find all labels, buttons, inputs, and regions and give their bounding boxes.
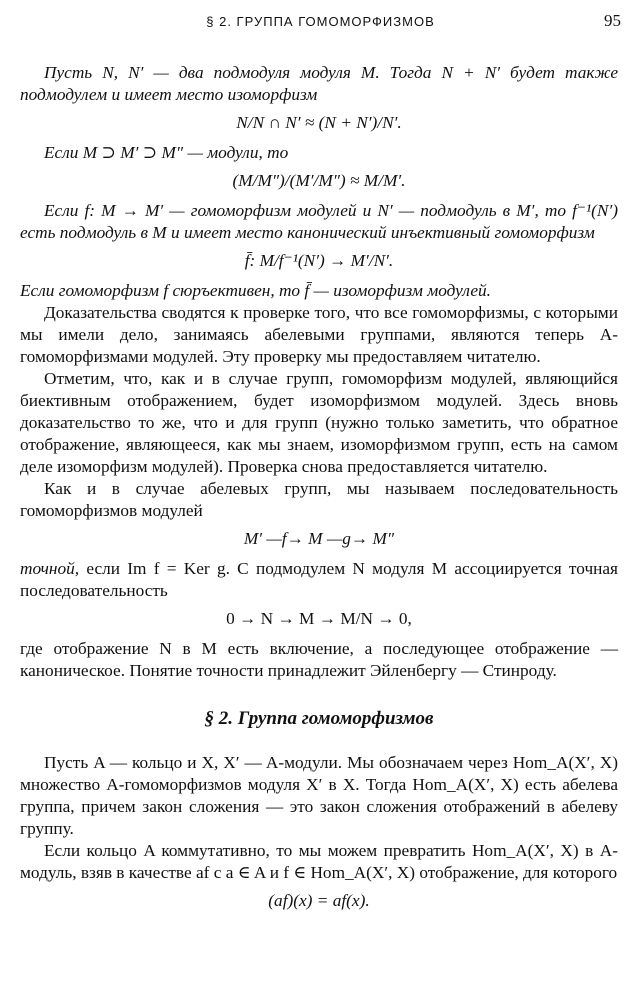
section-title: § 2. Группа гомоморфизмов (204, 708, 434, 729)
formula-chain-iso: (M/M″)/(M′/M″) ≈ M/M′. (232, 171, 406, 190)
paragraph-hom-group: Пусть A — кольцо и X, X′ — A-модули. Мы обозначаем через Hom_A(X′, X) множество A-гомоморфизмов модуля X′ в X. Тогда Hom_A(X′, X) есть абелева группа, причем закон сложения — это закон сложения отображений в абелеву группу. (20, 753, 618, 838)
paragraph-bijective: Отметим, что, как и в случае групп, гомоморфизм модулей, являющийся биективным отображением, будет изоморфизмом модулей. Здесь вновь доказательство то же, что и для групп (нужно только заметить, что обратное отображение, являющееся, как мы знаем, изоморфизмом групп, есть на самом деле изоморфизм модулей). Проверка снова предоставляется читателю. (20, 369, 618, 476)
formula-injective-hom: f̄: M/f⁻¹(N′) → M′/N′. (244, 251, 394, 270)
statement-preimage: Если f: M → M′ — гомоморфизм модулей и N′ — подмодуль в M′, то f⁻¹(N′) есть подмодуль в M и имеет место канонический инъективный гомоморфизм (20, 201, 618, 242)
exact-definition-text: если Im f = Ker g. С подмодулем N модуля M ассоциируется точная последовательность (20, 559, 619, 600)
formula-short-exact: 0 → N → M → M/N → 0, (226, 609, 412, 628)
paragraph-proofs: Доказательства сводятся к проверке того, что все гомоморфизмы, с которыми мы имели дело, занимаясь абелевыми группами, являются теперь A-гомоморфизмами модулей. Эту проверку мы предоставляем читателю. (20, 303, 618, 366)
page-number: 95 (604, 11, 621, 30)
running-title: § 2. ГРУППА ГОМОМОРФИЗМОВ (206, 14, 435, 29)
statement-surjective: Если гомоморфизм f сюръективен, то f̄ — изоморфизм модулей. (20, 281, 491, 300)
paragraph-hom-module: Если кольцо A коммутативно, то мы можем превратить Hom_A(X′, X) в A-модуль, взяв в качестве af с a ∈ A и f ∈ Hom_A(X′, X) отображение, для которого (20, 841, 618, 882)
paragraph-exact-sequence: Как и в случае абелевых групп, мы называем последовательность гомоморфизмов модулей (20, 479, 618, 520)
term-exact: точной, (20, 559, 80, 578)
paragraph-inclusion: где отображение N в M есть включение, а последующее отображение — каноническое. Понятие точности принадлежит Эйленбергу — Стинроду. (20, 639, 618, 680)
formula-scalar-action: (af)(x) = af(x). (268, 891, 370, 910)
page-header (20, 11, 621, 33)
formula-sequence: M′ —f→ M —g→ M″ (243, 529, 395, 548)
statement-submodules: Пусть N, N′ — два подмодуля модуля M. Тогда N + N′ будет также подмодулем и имеет место изоморфизм (20, 63, 618, 104)
page-body (20, 62, 618, 920)
paragraph-exact-definition (20, 558, 618, 602)
formula-submodule-iso: N/N ∩ N′ ≈ (N + N′)/N′. (236, 113, 402, 132)
statement-chain: Если M ⊃ M′ ⊃ M″ — модули, то (44, 143, 289, 162)
